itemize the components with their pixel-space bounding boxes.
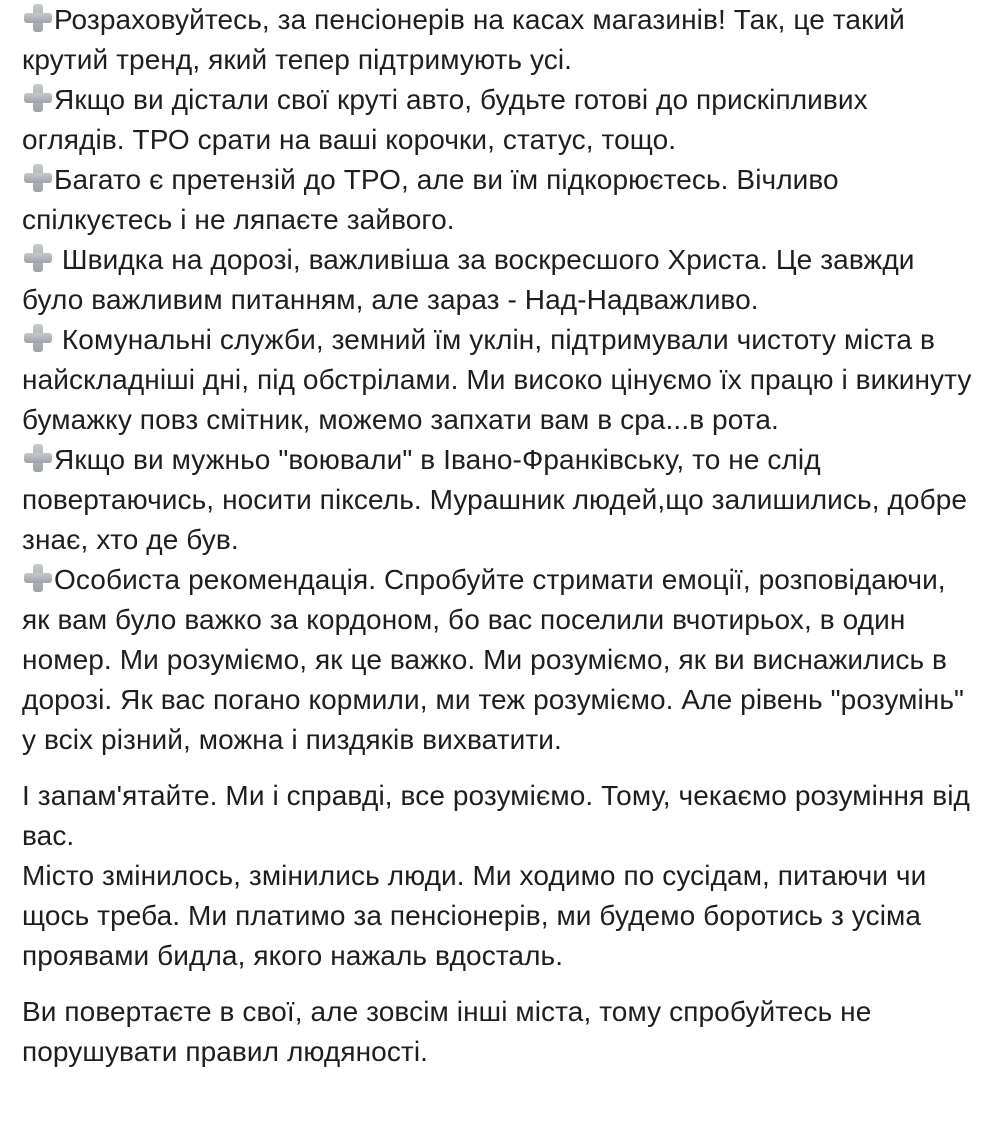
plus-icon — [22, 2, 54, 34]
list-item — [22, 240, 972, 320]
plus-icon — [22, 442, 54, 474]
list-item — [22, 440, 972, 560]
list-item-text: Якщо ви мужньо "воювали" в Івано-Франківську, то не слід повертаючись, носити піксель. Мурашник людей,що залишились, добре знає, хто де був. — [22, 444, 968, 555]
list-item — [22, 320, 972, 440]
list-item — [22, 80, 972, 160]
list-item-text: Багато є претензій до ТРО, але ви їм підкорюєтесь. Вічливо спілкуєтесь і не ляпаєте зайвого. — [22, 164, 839, 235]
final-paragraph: Ви повертаєте в свої, але зовсім інші міста, тому спробуйтесь не порушувати правил людяності. — [22, 996, 872, 1067]
list-item — [22, 560, 972, 760]
list-item-text: Розраховуйтесь, за пенсіонерів на касах магазинів! Так, це такий крутий тренд, який тепер підтримують усі. — [22, 4, 905, 75]
plus-icon — [22, 242, 54, 274]
plus-icon — [22, 322, 54, 354]
list-item-text: Швидка на дорозі, важливіша за воскресшого Христа. Це завжди було важливим питанням, але зараз - Над-Надважливо. — [22, 244, 915, 315]
post-body — [22, 0, 972, 1072]
list-item-text: Якщо ви дістали свої круті авто, будьте готові до прискіпливих оглядів. ТРО срати на ваші корочки, статус, тощо. — [22, 84, 868, 155]
list-item-text: Комунальні служби, земний їм уклін, підтримували чистоту міста в найскладніші дні, під обстрілами. Ми високо цінуємо їх працю і викинуту бумажку повз смітник, можемо запхати вам в сра...в рота. — [22, 324, 972, 435]
closing-paragraph-line: І запам'ятайте. Ми і справді, все розуміємо. Тому, чекаємо розуміння від вас. — [22, 780, 970, 851]
closing-paragraph-line: Місто змінилось, змінились люди. Ми ходимо по сусідам, питаючи чи щось треба. Ми платимо за пенсіонерів, ми будемо боротись з усіма проявами бидла, якого нажаль вдосталь. — [22, 860, 927, 971]
list-item — [22, 0, 972, 80]
plus-icon — [22, 562, 54, 594]
list-item-text: Особиста рекомендація. Спробуйте стримати емоції, розповідаючи, як вам було важко за кордоном, бо вас поселили вчотирьох, в один номер. Ми розуміємо, як це важко. Ми розуміємо, як ви виснажились в дорозі. Як вас погано кормили, ми теж розуміємо. Але рівень "розумінь" у всіх різний, можна і пиздяків вихватити. — [22, 564, 965, 755]
paragraph-spacer — [22, 976, 972, 992]
plus-icon — [22, 162, 54, 194]
paragraph-spacer — [22, 760, 972, 776]
list-item — [22, 160, 972, 240]
plus-icon — [22, 82, 54, 114]
